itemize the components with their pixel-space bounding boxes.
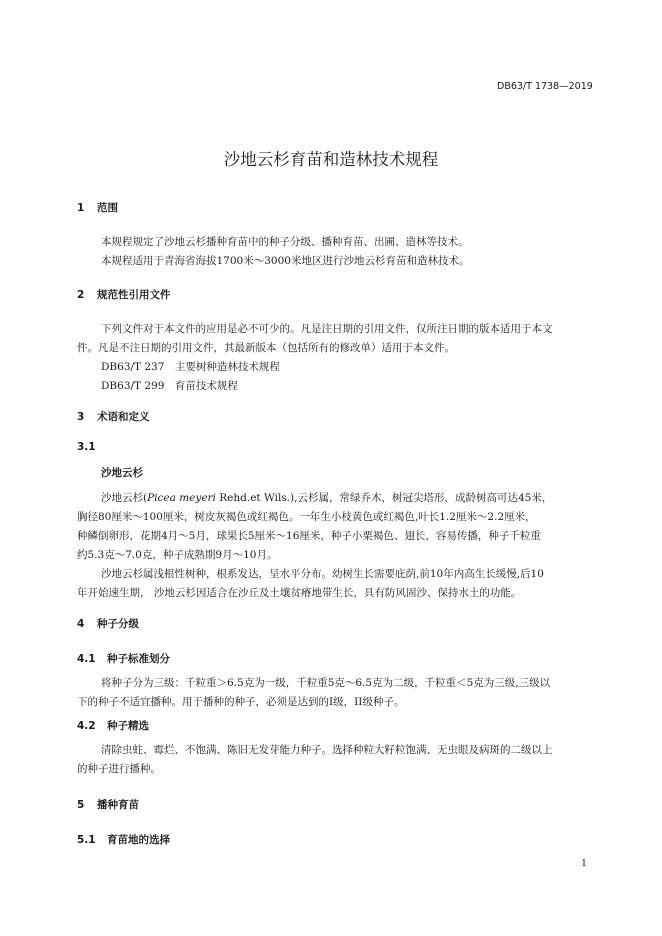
seed-selection-paragraph (77, 741, 600, 779)
section-title: 种子分级 (97, 618, 139, 630)
latin-name: Picea meyeri (147, 492, 216, 504)
section-3-heading (77, 409, 150, 424)
term-definition (77, 489, 600, 603)
term-definition-line-1 (77, 489, 600, 508)
seed-grading-line-2: 下的种子不适宜播种。用于播种的种子，必须是达到的I级，II级种子。 (77, 696, 405, 708)
section-title: 种子标准划分 (107, 653, 170, 665)
reference-item: DB63/T 299 育苗技术规程 (101, 380, 238, 392)
section-4-heading (77, 616, 139, 631)
section-number: 5.1 (77, 834, 96, 846)
references-intro-line-1: 下列文件对于本文件的应用是必不可少的。凡是注日期的引用文件，仅所注日期的版本适用于本文 (101, 323, 553, 335)
seed-grading-paragraph (77, 674, 600, 712)
section-3-1-heading (77, 441, 96, 453)
section-2-heading (77, 287, 171, 302)
section-title: 种子精选 (107, 720, 149, 732)
scope-paragraph-1: 本规程规定了沙地云杉播种育苗中的种子分级、播种育苗、出圃、造林等技术。 (101, 236, 469, 248)
section-number: 3.1 (77, 441, 96, 453)
section-number: 1 (77, 202, 85, 214)
section-title: 规范性引用文件 (97, 289, 171, 301)
page-number: 1 (581, 858, 588, 869)
section-number: 4 (77, 618, 85, 630)
term-definition-line-4: 约5.3克～7.0克，种子成熟期9月～10月。 (77, 549, 278, 561)
section-title: 范围 (97, 202, 118, 214)
seed-selection-line-1: 清除虫蛀、霉烂、不饱满、陈旧无发芽能力种子。选择种粒大籽粒饱满、无虫眼及病斑的二级以上 (101, 744, 553, 756)
reference-item: DB63/T 237 主要树种造林技术规程 (101, 361, 280, 373)
definition-text: Rehd.et Wils.),云杉属，常绿乔木，树冠尖塔形，成龄树高可达45米， (215, 492, 553, 504)
section-5-1-heading (77, 832, 170, 847)
section-number: 4.1 (77, 653, 96, 665)
section-4-1-heading (77, 651, 170, 666)
section-number: 3 (77, 411, 85, 423)
section-number: 5 (77, 799, 85, 811)
references-block (77, 320, 600, 396)
definition-text: 沙地云杉( (101, 492, 148, 504)
section-title: 播种育苗 (97, 799, 139, 811)
section-title: 育苗地的选择 (107, 834, 170, 846)
references-intro-line-2: 件。凡是不注日期的引用文件，其最新版本（包括所有的修改单）适用于本文件。 (77, 342, 455, 354)
seed-grading-line-1: 将种子分为三级：千粒重＞6.5克为一级，千粒重5克～6.5克为二级，千粒重＜5克为三级,三级以 (101, 677, 551, 689)
section-number: 2 (77, 289, 85, 301)
term-note-line-1: 沙地云杉属浅根性树种，根系发达，呈水平分布。幼树生长需要庇荫,前10年内高生长缓慢,后10 (101, 568, 544, 580)
section-5-heading (77, 797, 139, 812)
section-4-2-heading (77, 718, 149, 733)
term-note-line-2: 年开始速生期， 沙地云杉因适合在沙丘及土壤贫瘠地带生长，具有防风固沙、保持水土的功能。 (77, 587, 522, 599)
seed-selection-line-2: 的种子进行播种。 (77, 763, 161, 775)
term-definition-line-3: 种鳞倒卵形，花期4月～5月，球果长5厘米～16厘米，种子小栗褐色、翅长，容易传播，种子千粒重 (77, 530, 541, 542)
document-title: 沙地云杉育苗和造林技术规程 (223, 150, 439, 169)
section-1-heading (77, 200, 118, 215)
term-name: 沙地云杉 (101, 467, 143, 479)
section-title: 术语和定义 (97, 411, 150, 423)
term-definition-line-2: 胸径80厘米～100厘米，树皮灰褐色或红褐色。一年生小枝黄色或红褐色,叶长1.2厘米～2.2厘米， (77, 511, 536, 523)
section-number: 4.2 (77, 720, 96, 732)
scope-paragraphs (77, 233, 600, 271)
standard-code: DB63/T 1738—2019 (497, 81, 593, 92)
scope-paragraph-2: 本规程适用于青海省海拔1700米～3000米地区进行沙地云杉育苗和造林技术。 (101, 255, 470, 267)
